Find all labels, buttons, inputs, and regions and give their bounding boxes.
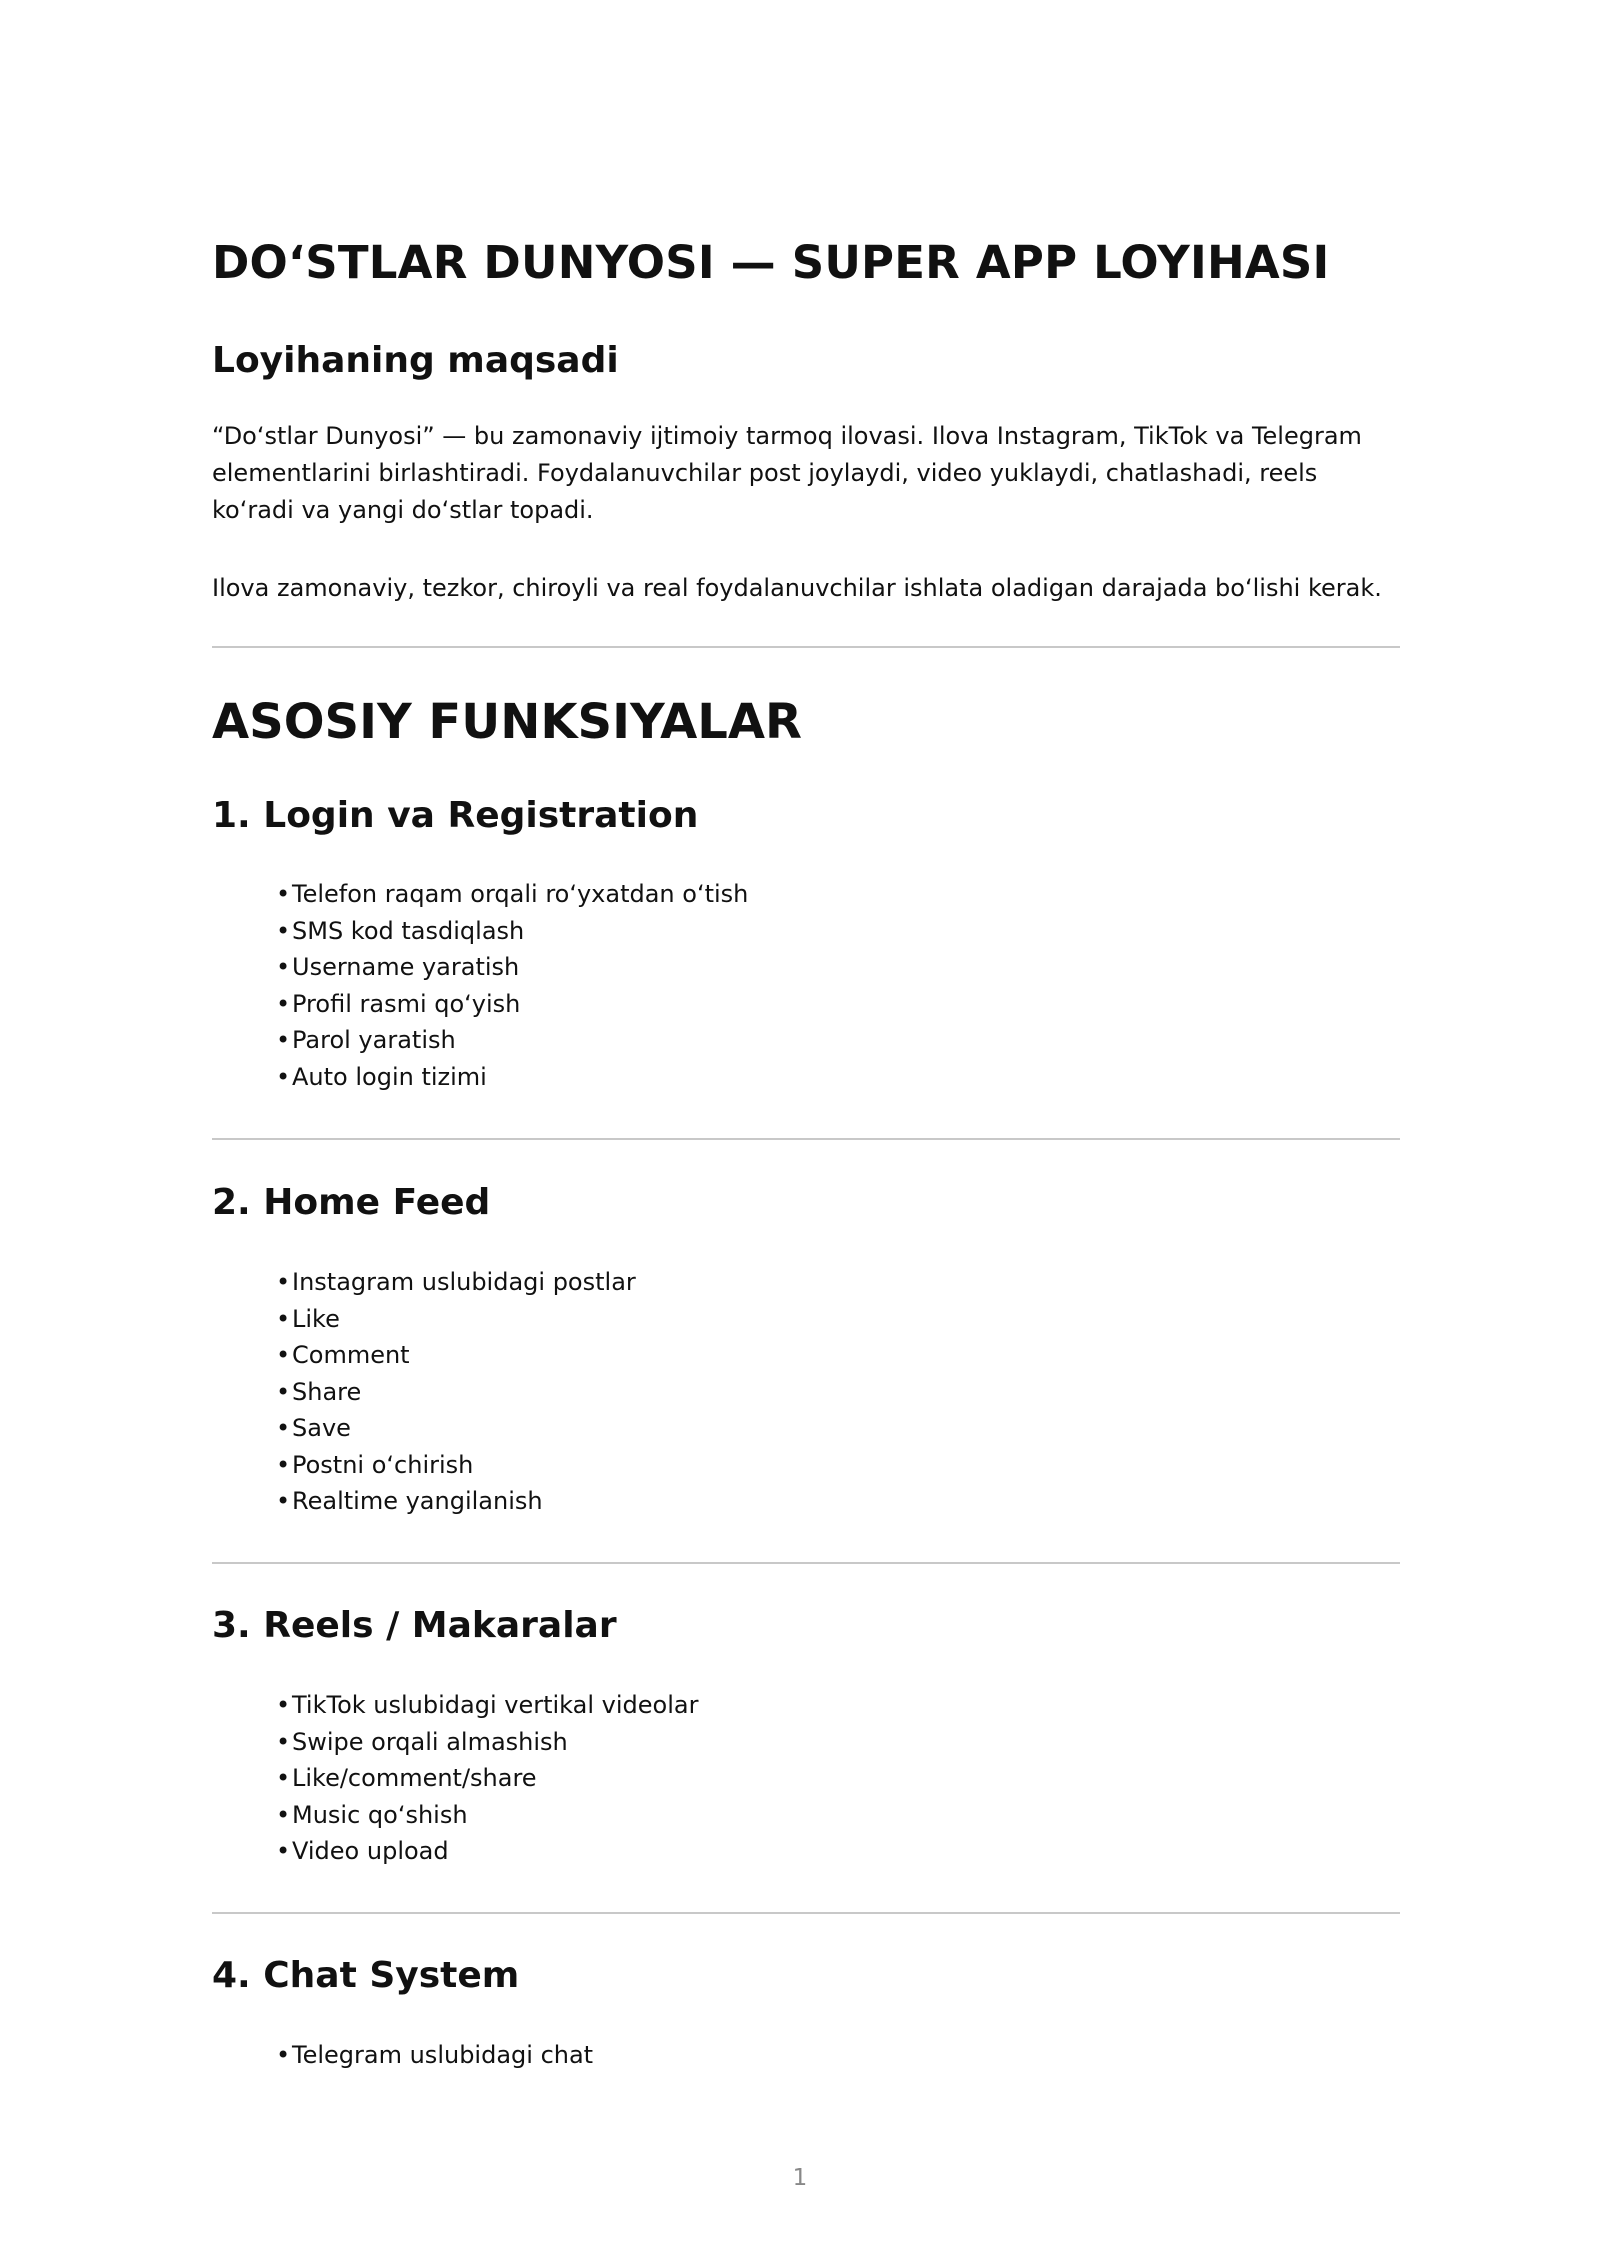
list-item (276, 1337, 636, 1374)
list-item-text: SMS kod tasdiqlash (292, 916, 525, 945)
list-item (276, 1483, 636, 1520)
section-title: ASOSIY FUNKSIYALAR (212, 694, 802, 750)
list-item-text: Video upload (292, 1837, 449, 1865)
list-item (276, 1264, 636, 1301)
intro-paragraph-2: Ilova zamonaviy, tezkor, chiroyli va real foydalanuvchilar ishlata oladigan darajada bo‘lishi kerak. (212, 574, 1382, 602)
list-item (276, 986, 748, 1023)
list-item (276, 949, 748, 986)
block-heading-4: 4. Chat System (212, 1955, 520, 1996)
list-item (276, 1410, 636, 1447)
list-item-text: Like (292, 1304, 340, 1333)
list-item-text: Realtime yangilanish (292, 1487, 543, 1515)
list-item (276, 1760, 698, 1797)
block-heading-1: 1. Login va Registration (212, 795, 699, 836)
bullet-icon: • (276, 1268, 291, 1296)
list-item (276, 1724, 698, 1761)
bullet-icon: • (276, 1837, 291, 1865)
list-item-text: Telefon raqam orqali ro‘yxatdan o‘tish (292, 880, 749, 908)
list-item-text: Profil rasmi qo‘yish (292, 989, 521, 1018)
bullet-icon: • (276, 1450, 291, 1479)
list-item (276, 1447, 636, 1484)
bullet-icon: • (276, 1341, 291, 1369)
bullet-icon: • (276, 1764, 291, 1792)
list-item (276, 1059, 748, 1096)
bullet-icon: • (276, 880, 291, 908)
bullet-icon: • (276, 1487, 291, 1515)
bullet-icon: • (276, 1062, 291, 1091)
list-item (276, 2037, 593, 2074)
section-divider (212, 1138, 1400, 1140)
list-item-text: Share (292, 1377, 362, 1406)
bullet-list-3 (276, 1687, 698, 1870)
block-heading-2: 2. Home Feed (212, 1182, 491, 1223)
bullet-icon: • (276, 1304, 291, 1333)
list-item (276, 1301, 636, 1338)
list-item-text: Auto login tizimi (292, 1062, 487, 1091)
list-item (276, 1022, 748, 1059)
list-item-text: Music qo‘shish (292, 1800, 468, 1829)
list-item-text: Swipe orqali almashish (292, 1727, 568, 1756)
bullet-list-4 (276, 2037, 593, 2074)
list-item-text: Like/comment/share (292, 1764, 537, 1792)
document-page (212, 0, 1400, 2262)
bullet-icon: • (276, 916, 291, 945)
list-item-text: TikTok uslubidagi vertikal videolar (292, 1691, 699, 1719)
list-item (276, 876, 748, 913)
bullet-icon: • (276, 1377, 291, 1406)
bullet-icon: • (276, 1026, 291, 1054)
document-title: DO‘STLAR DUNYOSI — SUPER APP LOYIHASI (212, 236, 1330, 289)
list-item (276, 1797, 698, 1834)
section-divider (212, 1562, 1400, 1564)
list-item-text: Save (292, 1414, 351, 1442)
list-item (276, 1833, 698, 1870)
list-item-text: Username yaratish (292, 953, 520, 981)
block-heading-3: 3. Reels / Makaralar (212, 1605, 617, 1646)
intro-heading: Loyihaning maqsadi (212, 340, 619, 381)
intro-paragraph-1: “Do‘stlar Dunyosi” — bu zamonaviy ijtimoiy tarmoq ilovasi. Ilova Instagram, TikTok va Telegram elementlarini birlashtiradi. Foydalanuvchilar post joylaydi, video yuklaydi, chatlashadi, reels ko‘radi va yangi do‘stlar topadi. (212, 422, 1362, 524)
bullet-icon: • (276, 989, 291, 1018)
list-item-text: Instagram uslubidagi postlar (292, 1268, 636, 1296)
page-number: 1 (792, 2165, 808, 2191)
section-divider (212, 646, 1400, 648)
bullet-icon: • (276, 1691, 291, 1719)
list-item (276, 913, 748, 950)
bullet-icon: • (276, 1727, 291, 1756)
list-item (276, 1374, 636, 1411)
list-item-text: Postni o‘chirish (292, 1450, 474, 1479)
bullet-icon: • (276, 2041, 291, 2069)
list-item-text: Telegram uslubidagi chat (292, 2041, 594, 2069)
bullet-list-1 (276, 876, 748, 1095)
list-item-text: Parol yaratish (292, 1026, 456, 1054)
bullet-icon: • (276, 1414, 291, 1442)
bullet-list-2 (276, 1264, 636, 1520)
bullet-icon: • (276, 1800, 291, 1829)
list-item-text: Comment (292, 1341, 410, 1369)
bullet-icon: • (276, 953, 291, 981)
section-divider (212, 1912, 1400, 1914)
list-item (276, 1687, 698, 1724)
